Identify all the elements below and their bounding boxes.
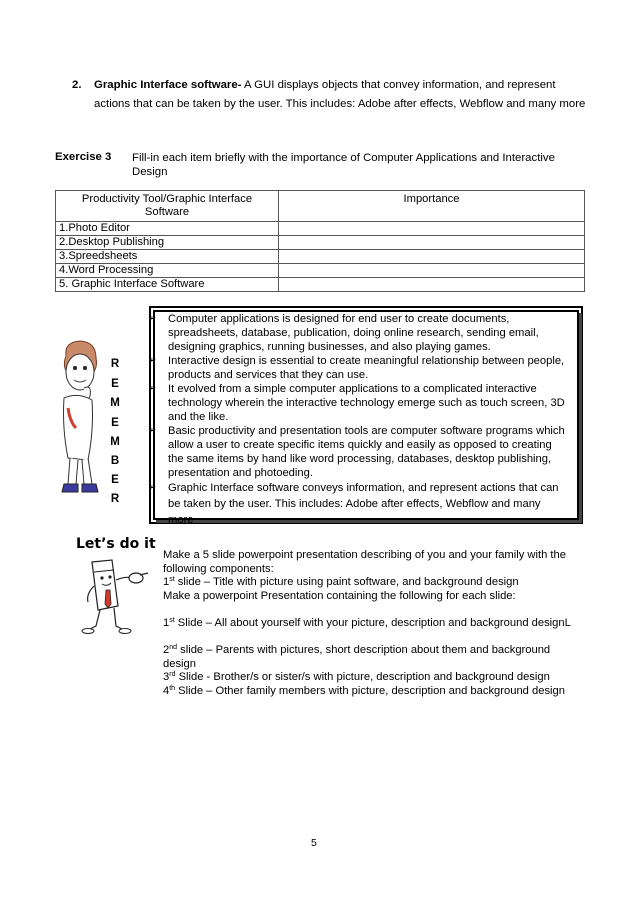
arrow-bullet-icon: ➢: [148, 482, 157, 493]
item-number: 2.: [72, 79, 82, 91]
activity-first-slide: 1st slide – Title with picture using paint software, and background design: [163, 576, 519, 588]
arrow-bullet-icon: ➢: [148, 313, 157, 324]
remember-letter: R: [110, 493, 120, 505]
exercise-table: [55, 190, 585, 292]
slide-item: 2nd slide – Parents with pictures, short description about them and background design: [163, 644, 551, 670]
remember-letter: M: [110, 436, 120, 448]
arrow-bullet-icon: ➢: [148, 383, 157, 394]
table-cell-item: 3.Spreedsheets: [56, 250, 279, 264]
table-cell-answer[interactable]: [279, 250, 585, 264]
exercise-label: Exercise 3: [55, 151, 112, 163]
list-item: ➢ Graphic Interface software conveys information, and represent actions that can be taken by the user. This includes: Adobe after effects, Webflow and many more: [148, 482, 559, 526]
table-header-tool: Productivity Tool/Graphic Interface Software: [56, 191, 279, 222]
exercise-instruction: Fill-in each item briefly with the importance of Computer Applications and Interactive Design: [132, 152, 555, 178]
arrow-bullet-icon: ➢: [148, 425, 157, 436]
activity-make-line: Make a powerpoint Presentation containing the following for each slide:: [163, 590, 516, 602]
slide-item: 1st Slide – All about yourself with your picture, description and background designL: [163, 617, 571, 629]
table-cell-answer[interactable]: [279, 278, 585, 292]
item-body: A GUI displays objects that convey information, and represent actions that can be taken by the user. This includes: Adobe after effects, Webflow and many more: [94, 79, 586, 110]
remember-letter: E: [111, 474, 119, 486]
slide-item: 3rd Slide - Brother/s or sister/s with picture, description and background design: [163, 671, 550, 683]
lets-do-it-heading: Let’s do it: [76, 536, 156, 552]
table-cell-item: 1.Photo Editor: [56, 222, 279, 236]
list-item: ➢ Interactive design is essential to create meaningful relationship between people, products and services that they can use.: [148, 355, 565, 381]
table-row: [56, 236, 585, 250]
table-row: [56, 250, 585, 264]
slide-item: 4th Slide – Other family members with picture, description and background design: [163, 685, 565, 697]
remember-letter: M: [110, 397, 120, 409]
table-row: [56, 278, 585, 292]
item-heading: Graphic Interface software-: [94, 79, 242, 91]
remember-letter: E: [111, 378, 119, 390]
table-cell-answer[interactable]: [279, 264, 585, 278]
arrow-bullet-icon: ➢: [148, 355, 157, 366]
remember-letter: E: [111, 417, 119, 429]
remember-letter: B: [110, 455, 120, 467]
page-number: 5: [311, 837, 317, 849]
list-item: ➢ Basic productivity and presentation tools are computer software programs which allow a user to create specific items quickly and easily as opposed to creating the same items by hand like word processing, databases, desktop publishing, presentation and photoeding.: [148, 425, 565, 479]
pointing-character-illustration: [80, 556, 150, 636]
list-item: ➢ Computer applications is designed for end user to create documents, spreadsheets, database, publication, doing online research, sending email, designing graphics, running businesses, and also playing games.: [148, 313, 539, 353]
list-item: ➢ It evolved from a simple computer applications to a complicated interactive technology wherein the interactive technology emerge such as touch screen, 3D and the like.: [148, 383, 565, 423]
table-header-importance: Importance: [279, 191, 585, 222]
table-row: [56, 222, 585, 236]
thinking-boy-illustration: [58, 338, 102, 496]
item-text: [94, 76, 592, 114]
remember-letter: R: [110, 358, 120, 370]
table-cell-item: 2.Desktop Publishing: [56, 236, 279, 250]
table-cell-item: 5. Graphic Interface Software: [56, 278, 279, 292]
table-header-row: [56, 191, 585, 222]
table-cell-answer[interactable]: [279, 222, 585, 236]
table-row: [56, 264, 585, 278]
remember-bullet-list: [148, 312, 568, 528]
table-cell-answer[interactable]: [279, 236, 585, 250]
table-cell-item: 4.Word Processing: [56, 264, 279, 278]
activity-intro: Make a 5 slide powerpoint presentation describing of you and your family with the following components:: [163, 549, 566, 575]
